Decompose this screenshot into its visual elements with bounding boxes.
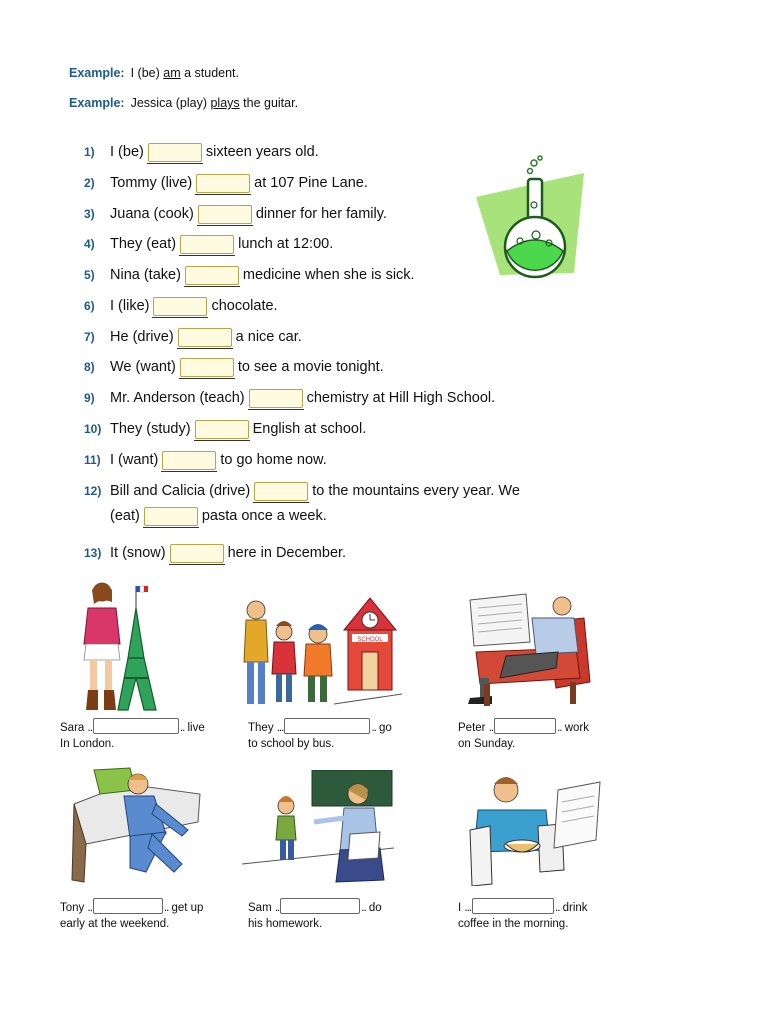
caption-subject: Sara: [60, 722, 85, 734]
answer-blank[interactable]: [196, 174, 250, 193]
example-2: [69, 96, 298, 110]
question-pre: (eat): [110, 508, 140, 524]
answer-blank[interactable]: [185, 266, 239, 285]
bed-image: [70, 764, 204, 884]
question-12: [84, 482, 520, 526]
question-2: [84, 174, 368, 193]
question-number: 13): [84, 546, 102, 560]
question-pre: I (like): [110, 298, 150, 314]
caption-rest: In London.: [60, 738, 115, 750]
question-number: 11): [84, 453, 101, 467]
school-image: [234, 590, 404, 714]
school-sign-text: SCHOOL: [357, 637, 383, 643]
answer-blank[interactable]: [144, 507, 198, 526]
question-post: lunch at 12:00.: [238, 236, 334, 252]
example-1: [69, 66, 239, 80]
question-number: 6): [84, 299, 95, 313]
question-post: to the mountains every year. We: [312, 483, 520, 499]
caption-subject: Sam: [248, 902, 272, 914]
caption-verb: live: [187, 722, 205, 734]
question-pre: I (be): [110, 144, 144, 160]
breakfast-image: [466, 770, 602, 886]
man-breakfast-icon: [466, 770, 602, 886]
question-post: English at school.: [252, 421, 367, 437]
question-number: 12): [84, 484, 102, 498]
caption-rest: on Sunday.: [458, 738, 516, 750]
question-pre: Nina (take): [110, 267, 181, 283]
question-number: 1): [84, 145, 95, 159]
question-post: at 107 Pine Lane.: [254, 175, 368, 191]
eiffel-image: [72, 578, 162, 714]
question-8: [84, 358, 384, 377]
question-3: [84, 205, 387, 224]
question-13: [84, 544, 346, 563]
caption-rest: to school by bus.: [248, 738, 335, 750]
question-pre: Juana (cook): [110, 206, 194, 222]
question-pre: They (study): [110, 421, 191, 437]
question-post: sixteen years old.: [205, 144, 319, 160]
question-1: [84, 143, 319, 162]
caption-sam: Sam .. .. do his homework.: [248, 898, 382, 932]
answer-blank[interactable]: [93, 898, 163, 914]
example-answer: am: [163, 66, 181, 80]
caption-rest: his homework.: [248, 918, 323, 930]
answer-blank[interactable]: [178, 328, 232, 347]
boy-in-bed-icon: [70, 764, 204, 884]
question-pre: We (want): [110, 359, 176, 375]
answer-blank[interactable]: [180, 358, 234, 377]
caption-subject: Tony: [60, 902, 85, 914]
question-post: pasta once a week.: [201, 508, 327, 524]
eiffel-girl-icon: [72, 578, 162, 714]
answer-blank[interactable]: [148, 143, 202, 162]
example-post: the guitar.: [239, 96, 299, 110]
example-pre: I (be): [130, 66, 164, 80]
reader-image: [466, 592, 594, 712]
question-pre: Tommy (live): [110, 175, 193, 191]
caption-verb: do: [368, 902, 382, 914]
question-6: [84, 297, 278, 316]
answer-blank[interactable]: [153, 297, 207, 316]
question-post: chocolate.: [211, 298, 278, 314]
teacher-image: [242, 770, 394, 888]
question-post: here in December.: [227, 545, 347, 561]
flask-icon: [474, 155, 586, 280]
caption-peter: Peter .. .. work on Sunday.: [458, 718, 589, 752]
question-9: [84, 389, 495, 408]
answer-blank[interactable]: [195, 420, 249, 439]
question-pre: Mr. Anderson (teach): [110, 390, 245, 406]
man-reading-icon: [466, 592, 594, 712]
question-number: 10): [84, 422, 102, 436]
answer-blank[interactable]: [284, 718, 370, 734]
caption-rest: coffee in the morning.: [458, 918, 569, 930]
question-post: medicine when she is sick.: [242, 267, 415, 283]
answer-blank[interactable]: [249, 389, 303, 408]
flask-image: [474, 155, 586, 280]
school-children-icon: [234, 590, 404, 714]
question-number: 5): [84, 268, 95, 282]
example-pre: Jessica (play): [130, 96, 211, 110]
answer-blank[interactable]: [162, 451, 216, 470]
caption-sara: Sara .. .. live In London.: [60, 718, 205, 752]
teacher-student-icon: [242, 770, 394, 888]
question-pre: He (drive): [110, 329, 174, 345]
question-number: 8): [84, 360, 95, 374]
answer-blank[interactable]: [198, 205, 252, 224]
answer-blank[interactable]: [180, 235, 234, 254]
question-pre: It (snow): [110, 545, 166, 561]
question-number: 7): [84, 330, 95, 344]
question-number: 2): [84, 176, 95, 190]
question-4: [84, 235, 333, 254]
question-12-continued: [84, 507, 520, 526]
question-post: to go home now.: [220, 452, 327, 468]
question-post: chemistry at Hill High School.: [306, 390, 496, 406]
question-7: [84, 328, 302, 347]
question-number: 4): [84, 237, 95, 251]
caption-i: I ... .. drink coffee in the morning.: [458, 898, 588, 932]
question-number: 9): [84, 391, 95, 405]
question-number: 3): [84, 207, 95, 221]
caption-subject: Peter: [458, 722, 486, 734]
question-post: a nice car.: [235, 329, 302, 345]
question-11: [84, 451, 327, 470]
question-10: [84, 420, 366, 439]
caption-verb: go: [378, 722, 392, 734]
caption-verb: get up: [171, 902, 204, 914]
question-pre: I (want): [110, 452, 159, 468]
caption-subject: They: [248, 722, 274, 734]
answer-blank[interactable]: [494, 718, 556, 734]
example-label: Example:: [69, 66, 125, 80]
caption-they: They ... .. go to school by bus.: [248, 718, 392, 752]
answer-blank[interactable]: [472, 898, 554, 914]
example-answer: plays: [210, 96, 240, 110]
caption-verb: drink: [562, 902, 588, 914]
example-post: a student.: [180, 66, 239, 80]
answer-blank[interactable]: [254, 482, 308, 501]
question-pre: Bill and Calicia (drive): [110, 483, 251, 499]
question-post: dinner for her family.: [255, 206, 387, 222]
caption-tony: Tony .. .. get up early at the weekend.: [60, 898, 203, 932]
caption-verb: work: [564, 722, 589, 734]
caption-subject: I: [458, 902, 462, 914]
question-post: to see a movie tonight.: [237, 359, 384, 375]
question-pre: They (eat): [110, 236, 177, 252]
caption-rest: early at the weekend.: [60, 918, 170, 930]
question-5: [84, 266, 415, 285]
answer-blank[interactable]: [170, 544, 224, 563]
example-label: Example:: [69, 96, 125, 110]
answer-blank[interactable]: [93, 718, 179, 734]
answer-blank[interactable]: [280, 898, 360, 914]
